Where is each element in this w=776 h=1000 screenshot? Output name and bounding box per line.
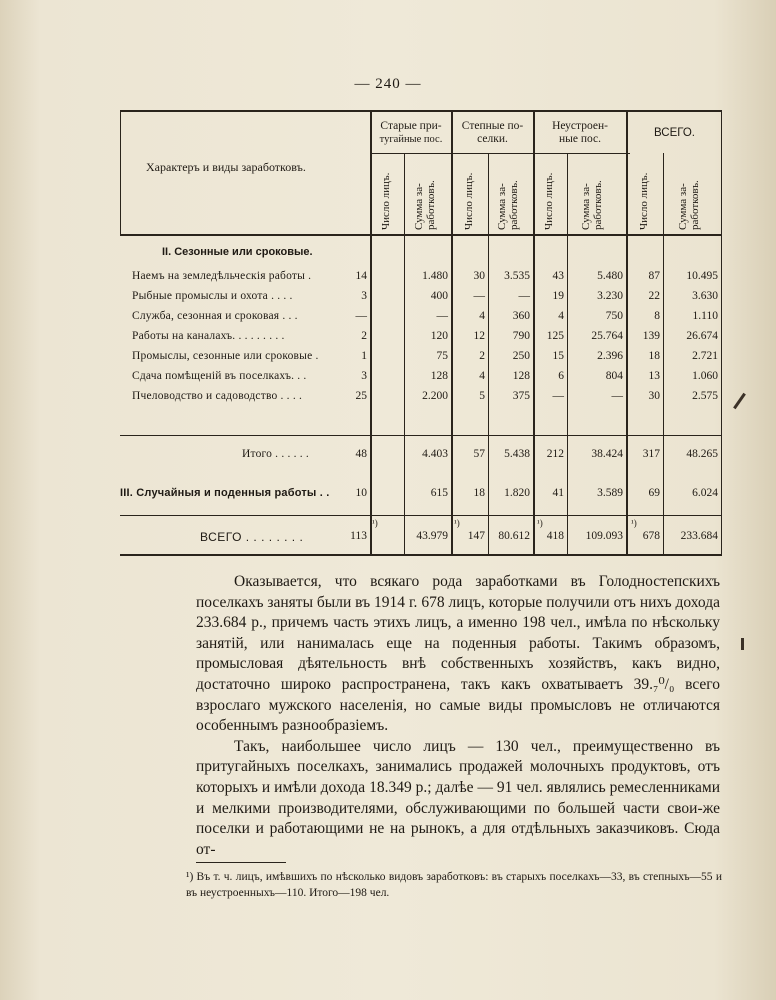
table-cell: 418 (546, 530, 564, 542)
table-cell: 48 (355, 448, 367, 460)
body-text (196, 572, 720, 860)
table-cell: 1.110 (692, 310, 718, 322)
table-cell: 3.230 (597, 290, 623, 302)
footnote-marker: ¹) (631, 518, 637, 528)
table-cell: 139 (642, 330, 660, 342)
table-cell: 750 (605, 310, 623, 322)
table-cell: 360 (512, 310, 530, 322)
col-rule (488, 153, 489, 555)
table-cell: 2 (361, 330, 367, 342)
table-cell: 4 (558, 310, 564, 322)
row-label: Пчеловодство и садоводство . . . . (132, 390, 303, 402)
row-label: Служба, сезонная и сроковая . . . (132, 310, 298, 322)
itogo-top-rule (120, 435, 722, 436)
table-cell: 75 (436, 350, 448, 362)
table-cell: 2.575 (692, 390, 718, 402)
table-cell: 615 (430, 487, 448, 499)
table-cell: 25.764 (591, 330, 623, 342)
col-rule (451, 110, 453, 555)
table-cell: 4 (479, 370, 485, 382)
table-cell: 233.684 (680, 530, 718, 542)
page-number: — 240 — (354, 76, 422, 92)
table-cell: 317 (642, 448, 660, 460)
table-cell: — (355, 310, 367, 322)
table-cell: — (518, 290, 530, 302)
table-cell: 3.535 (504, 270, 530, 282)
table-cell: 250 (512, 350, 530, 362)
table-cell: 13 (648, 370, 660, 382)
table-cell: 19 (552, 290, 564, 302)
footnote-marker: ¹) (454, 518, 460, 528)
table-cell: 8 (654, 310, 660, 322)
table-cell: 41 (552, 487, 564, 499)
table-cell: 2 (479, 350, 485, 362)
subheader-count: Число лицъ. (463, 172, 475, 230)
table-cell: 125 (546, 330, 564, 342)
table-cell: 18 (473, 487, 485, 499)
group-header-steppe: Степные по- селки. (461, 120, 524, 145)
earnings-table (120, 110, 722, 555)
table-cell: 2.200 (422, 390, 448, 402)
table-cell: — (436, 310, 448, 322)
footnote: ¹) Въ т. ч. лицъ, имѣвшихъ по нѣсколько видовъ заработковъ: въ старыхъ поселкахъ—33, въ степныхъ—55 и въ неустроенныхъ—110. Итого—198 чел. (186, 871, 722, 899)
table-top-rule (120, 110, 722, 112)
margin-mark (741, 638, 744, 650)
table-cell: 10 (355, 487, 367, 499)
table-cell: 30 (648, 390, 660, 402)
table-cell: 2.396 (597, 350, 623, 362)
table-cell: 43 (552, 270, 564, 282)
table-cell: 128 (512, 370, 530, 382)
table-cell: 15 (552, 350, 564, 362)
table-cell: 1.060 (692, 370, 718, 382)
table-cell: — (611, 390, 623, 402)
footnote-marker: ¹) (537, 518, 543, 528)
table-cell: 375 (512, 390, 530, 402)
table-cell: 3 (361, 290, 367, 302)
col-rule (404, 153, 405, 555)
row-label: Промыслы, сезонные или сроковые . (132, 350, 319, 362)
table-cell: 1.820 (504, 487, 530, 499)
table-cell: 10.495 (686, 270, 718, 282)
table-cell: 120 (430, 330, 448, 342)
table-cell: 6 (558, 370, 564, 382)
table-cell: 212 (546, 448, 564, 460)
paragraph: Оказывается, что всякаго рода заработками въ Голодностепскихъ поселкахъ заняты были въ 1914 г. 678 лицъ, которые получили отъ нихъ дохода 233.684 р., причемъ часть этихъ лицъ, а именно 198 чел., имѣла по нѣскольку занятій, или нанималась еще на поденныя работы. Такимъ образомъ, промысловая дѣятельность внѣ собственныхъ хозяйствъ, какъ видно, достаточно широко распространена, такъ какъ охватываетъ 39.₇⁰/₀ всего взрослаго мужского населенія, но самые виды промысловъ не отличаются особеннымъ разнообразіемъ. (196, 573, 720, 735)
subheader-count: Число лицъ. (380, 172, 392, 230)
subheader-count: Число лицъ. (638, 172, 650, 230)
table-cell: 678 (642, 530, 660, 542)
subheader-sum: Сумма за- работковъ. (677, 180, 701, 230)
table-cell: 6.024 (692, 487, 718, 499)
table-cell: 3.630 (692, 290, 718, 302)
table-cell: 48.265 (686, 448, 718, 460)
col-rule (533, 110, 535, 555)
table-cell: 18 (648, 350, 660, 362)
footnote-rule (196, 862, 286, 863)
table-cell: 1 (361, 350, 367, 362)
subheader-sum: Сумма за- работковъ. (496, 180, 520, 230)
row-label: III. Случайныя и поденныя работы . . (120, 487, 330, 499)
row-label: ВСЕГО . . . . . . . . (200, 530, 304, 544)
table-bottom-rule (120, 554, 722, 556)
table-cell: 12 (473, 330, 485, 342)
table-cell: 147 (467, 530, 485, 542)
header-bottom-rule (120, 234, 722, 236)
footnote-marker: ¹) (372, 518, 378, 528)
table-left-rule (120, 110, 121, 234)
group-header-old: Старые при- тугайные пос. (379, 120, 443, 145)
row-label: Наемъ на земледѣльческія работы . (132, 270, 312, 282)
row-label: Сдача помѣщеній въ поселкахъ. . . (132, 370, 307, 382)
table-cell: 69 (648, 487, 660, 499)
table-cell: 87 (648, 270, 660, 282)
table-cell: 57 (473, 448, 485, 460)
table-cell: 5 (479, 390, 485, 402)
table-cell: 25 (355, 390, 367, 402)
table-cell: — (473, 290, 485, 302)
col-rule (663, 153, 664, 555)
subheader-sum: Сумма за- работковъ. (580, 180, 604, 230)
table-cell: 4 (479, 310, 485, 322)
paragraph: Такъ, наибольшее число лицъ — 130 чел., преимущественно въ притугайныхъ поселкахъ, занимались продажей молочныхъ продуктовъ, отъ которыхъ и имѣли дохода 18.349 р.; далѣе — 91 чел. являлись ремесленниками и мелкими производителями, обслуживающими по большей части свои-же поселки и работающими не на рынокъ, а для отдѣльныхъ заказчиковъ. Сюда от- (196, 737, 720, 858)
table-cell: 5.438 (504, 448, 530, 460)
table-cell: 43.979 (416, 530, 448, 542)
total-top-rule (120, 515, 722, 516)
table-cell: 26.674 (686, 330, 718, 342)
group-sub-rule (370, 153, 630, 154)
table-cell: 128 (430, 370, 448, 382)
col-rule (370, 110, 372, 555)
group-header-total: ВСЕГО. (654, 127, 695, 139)
table-cell: 109.093 (585, 530, 623, 542)
table-cell: 2.721 (692, 350, 718, 362)
col-rule (626, 110, 628, 555)
row-label: Рыбные промыслы и охота . . . . (132, 290, 293, 302)
table-cell: 30 (473, 270, 485, 282)
table-cell: 400 (430, 290, 448, 302)
table-cell: 1.480 (422, 270, 448, 282)
table-cell: 38.424 (591, 448, 623, 460)
col-rule (567, 153, 568, 555)
table-cell: 804 (605, 370, 623, 382)
subheader-count: Число лицъ. (543, 172, 555, 230)
table-cell: 80.612 (498, 530, 530, 542)
char-header: Характеръ и виды заработковъ. (146, 160, 306, 174)
table-cell: 113 (350, 530, 367, 542)
table-cell: 14 (355, 270, 367, 282)
table-cell: 3 (361, 370, 367, 382)
subheader-sum: Сумма за- работковъ. (413, 180, 437, 230)
margin-mark (733, 393, 746, 409)
row-label: Итого . . . . . . (242, 448, 310, 460)
row-label: Работы на каналахъ. . . . . . . . . (132, 330, 285, 342)
table-right-rule (721, 110, 722, 555)
table-cell: 5.480 (597, 270, 623, 282)
section-seasonal-heading: II. Сезонные или сроковые. (162, 246, 313, 258)
table-cell: — (552, 390, 564, 402)
table-cell: 790 (512, 330, 530, 342)
table-cell: 22 (648, 290, 660, 302)
table-cell: 4.403 (422, 448, 448, 460)
table-cell: 3.589 (597, 487, 623, 499)
group-header-unsettled: Неустроен- ные пос. (552, 120, 608, 145)
